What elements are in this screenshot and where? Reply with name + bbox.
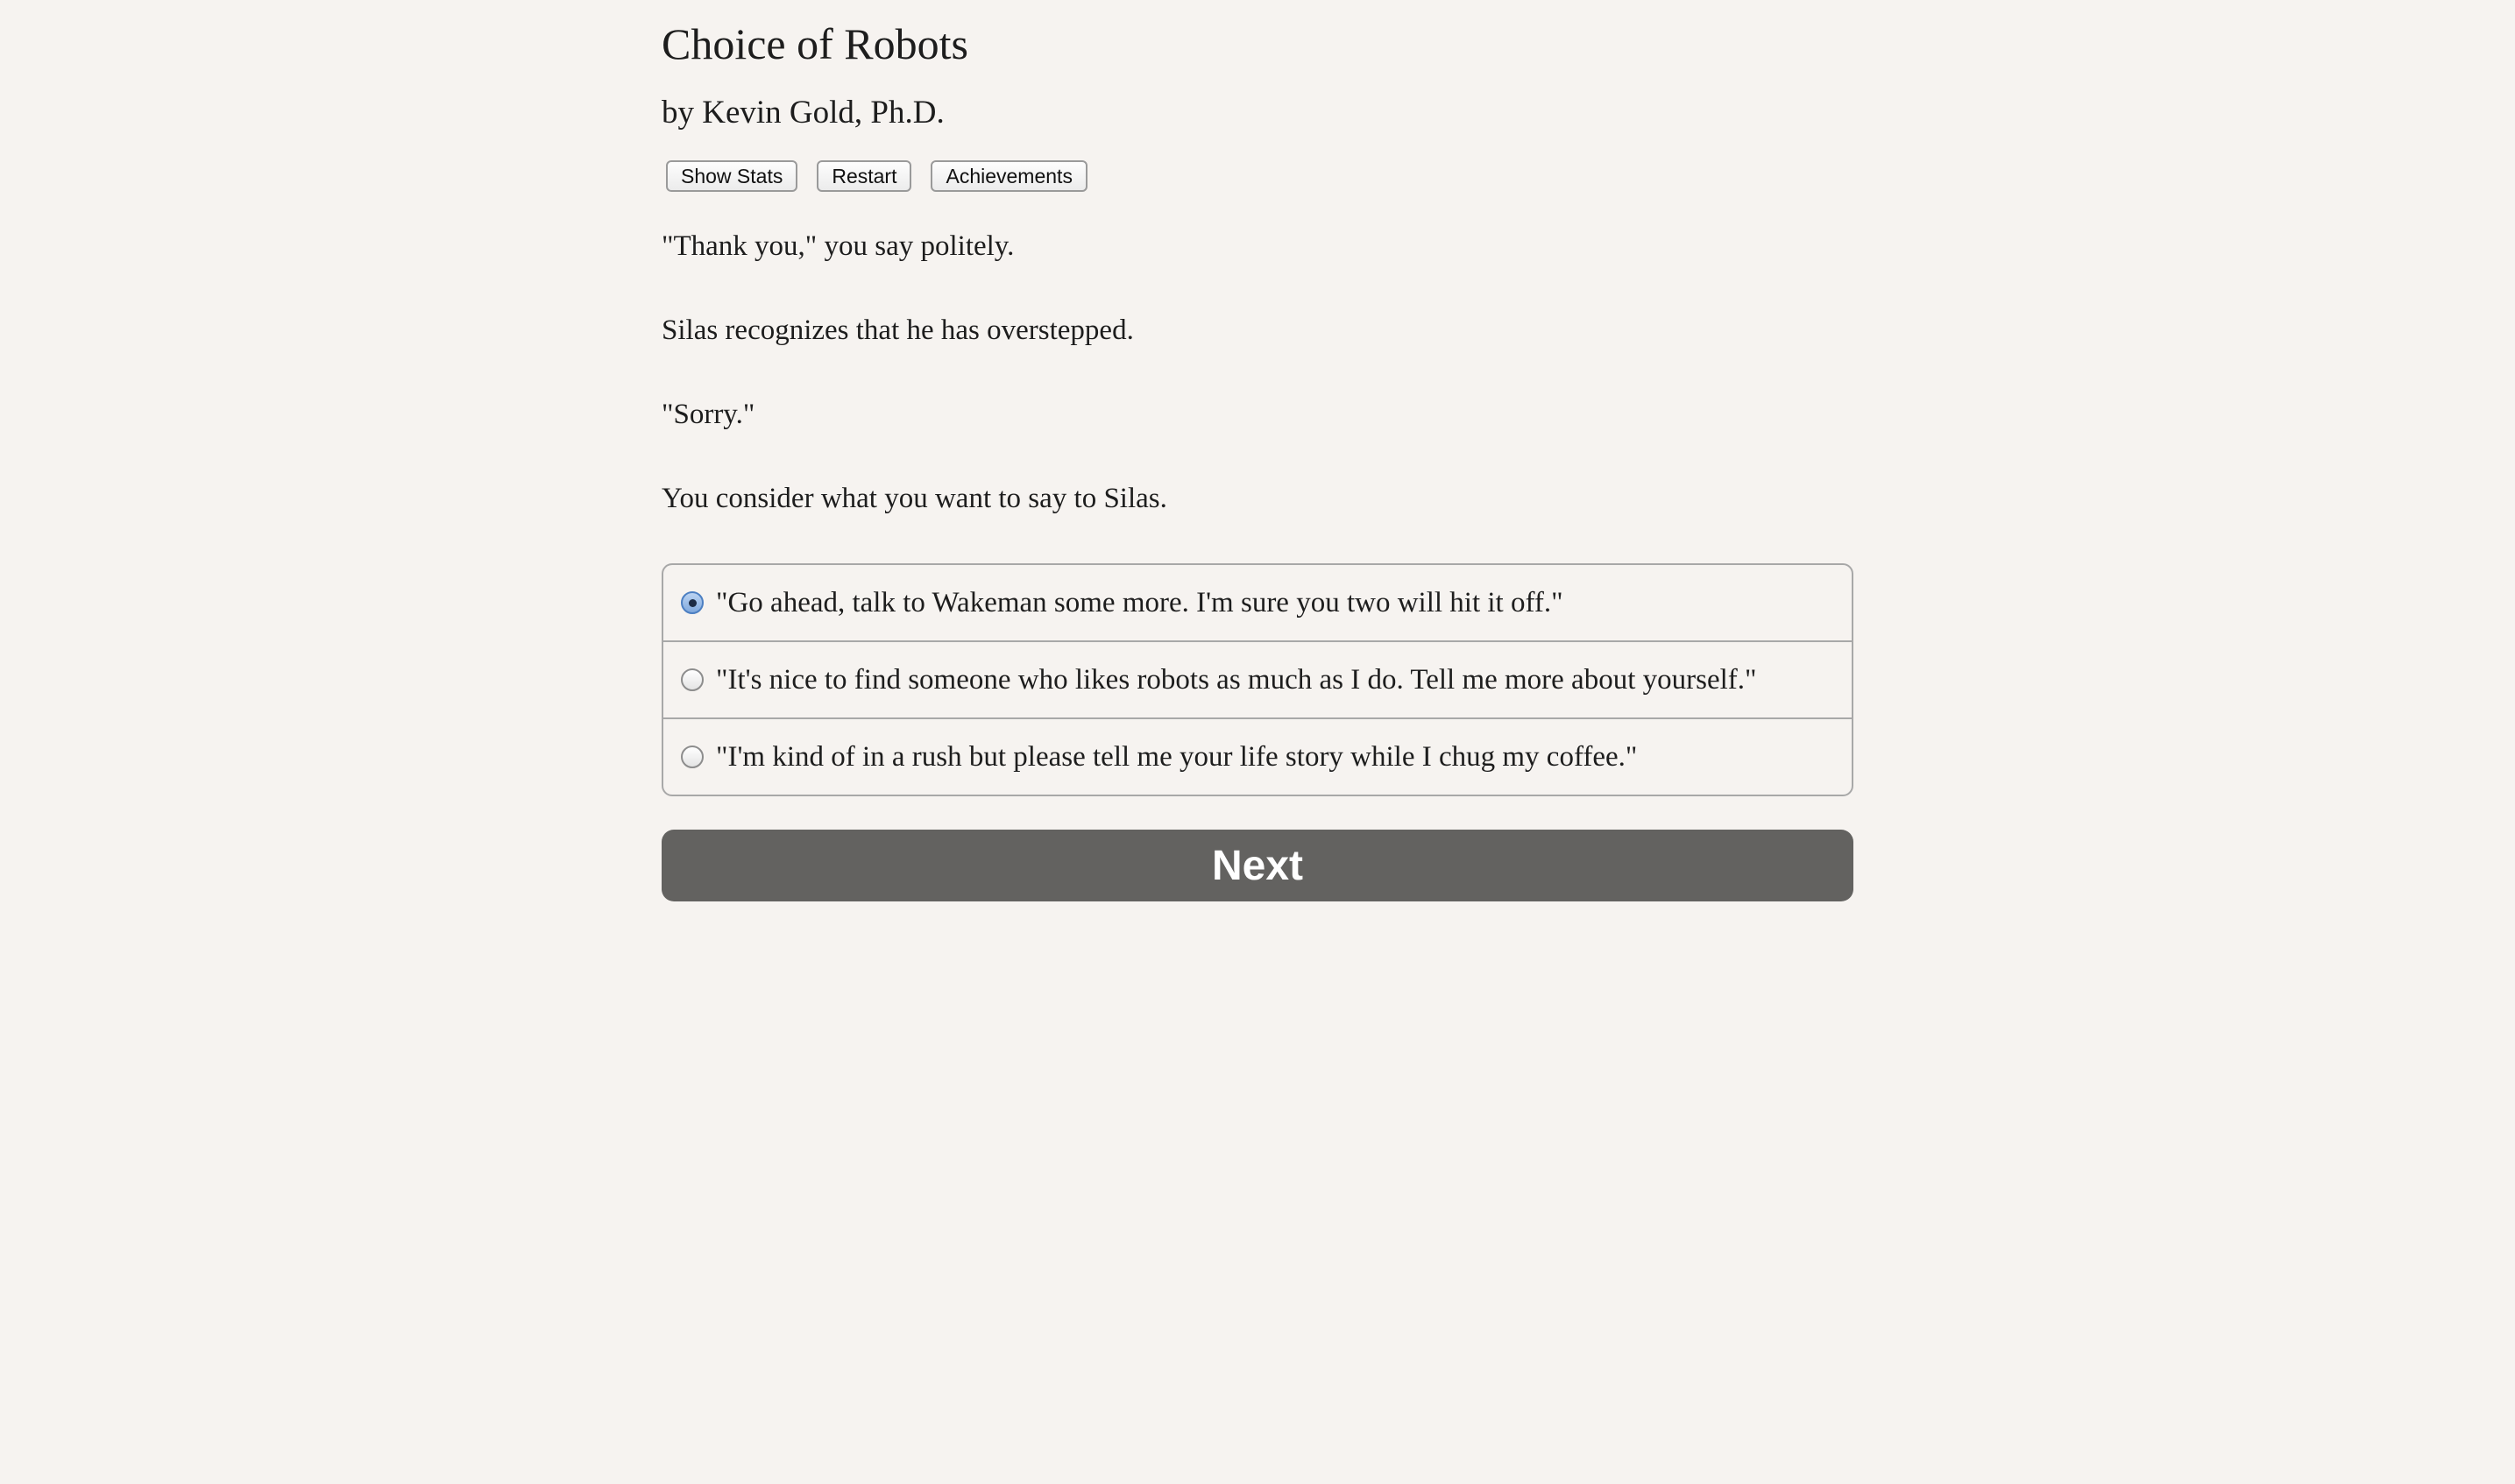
choice-label: "Go ahead, talk to Wakeman some more. I'm sure you two will hit it off." — [716, 586, 1563, 618]
story-paragraph: "Thank you," you say politely. — [662, 230, 1015, 262]
story-text — [662, 227, 1853, 518]
choice-option-2[interactable] — [663, 640, 1852, 717]
game-author: by Kevin Gold, Ph.D. — [662, 95, 945, 131]
next-button[interactable]: Next — [662, 830, 1853, 901]
game-container — [662, 0, 1853, 901]
show-stats-button[interactable]: Show Stats — [666, 160, 797, 192]
choice-label: "I'm kind of in a rush but please tell me your life story while I chug my coffee." — [716, 740, 1638, 773]
radio-button-selected[interactable] — [681, 591, 704, 614]
choice-option-3[interactable] — [663, 717, 1852, 795]
radio-button[interactable] — [681, 746, 704, 768]
radio-button[interactable] — [681, 668, 704, 691]
game-title: Choice of Robots — [662, 19, 968, 68]
story-paragraph: "Sorry." — [662, 399, 755, 430]
choice-list — [662, 563, 1853, 796]
choice-label: "It's nice to find someone who likes robots as much as I do. Tell me more about yourself." — [716, 663, 1757, 696]
achievements-button[interactable]: Achievements — [931, 160, 1087, 192]
choice-option-1[interactable] — [663, 565, 1852, 640]
toolbar — [662, 160, 1853, 194]
restart-button[interactable]: Restart — [817, 160, 911, 192]
story-paragraph: Silas recognizes that he has overstepped. — [662, 314, 1134, 346]
story-paragraph: You consider what you want to say to Silas. — [662, 483, 1167, 514]
